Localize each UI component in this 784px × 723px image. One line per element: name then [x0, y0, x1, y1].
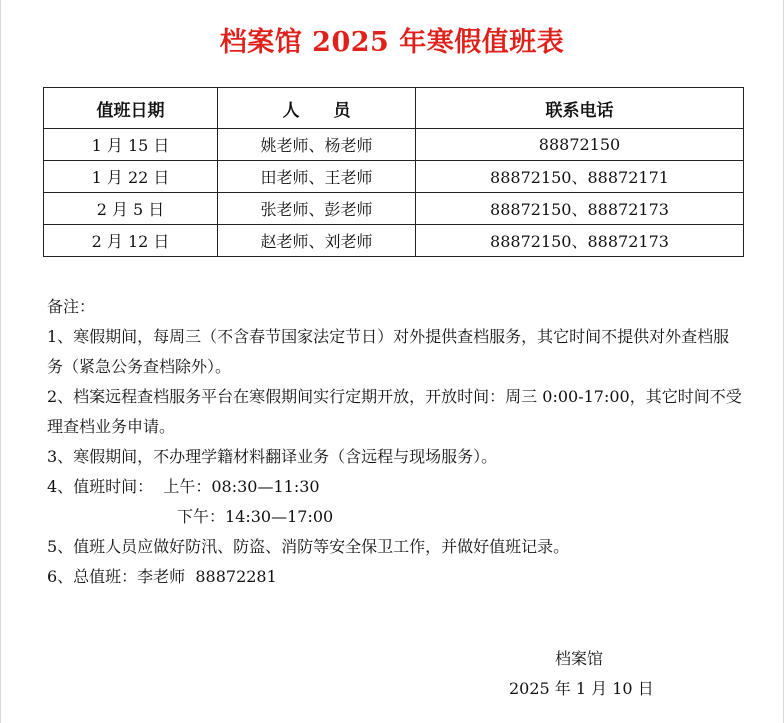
- note-item-6: 6、总值班：李老师 88872281: [47, 567, 277, 586]
- cell-staff: 田老师、王老师: [218, 161, 416, 193]
- table-row: [44, 225, 744, 257]
- header-date: 值班日期: [44, 88, 218, 129]
- cell-staff: 赵老师、刘老师: [218, 225, 416, 257]
- notes-section: [47, 292, 742, 592]
- signature-org: 档案馆: [555, 649, 604, 668]
- header-phone: 联系电话: [416, 88, 744, 129]
- table-row: [44, 161, 744, 193]
- note-item-5: 5、值班人员应做好防汛、防盗、消防等安全保卫工作，并做好值班记录。: [47, 537, 570, 556]
- note-item-2: 2、档案远程查档服务平台在寒假期间实行定期开放，开放时间：周三 0:00-17:00，其它时间不受理查档业务申请。: [47, 387, 742, 436]
- header-staff: 人 员: [218, 88, 416, 129]
- duty-schedule-table: [43, 87, 744, 257]
- cell-staff: 姚老师、杨老师: [218, 129, 416, 161]
- table-row: [44, 193, 744, 225]
- table-header-row: [44, 88, 744, 129]
- cell-date: 2 月 5 日: [44, 193, 218, 225]
- cell-date: 2 月 12 日: [44, 225, 218, 257]
- signature-date: 2025 年 1 月 10 日: [509, 679, 654, 698]
- cell-staff: 张老师、彭老师: [218, 193, 416, 225]
- cell-phone: 88872150: [416, 129, 744, 161]
- note-item-3: 3、寒假期间，不办理学籍材料翻译业务（含远程与现场服务）。: [47, 447, 498, 466]
- cell-phone: 88872150、88872171: [416, 161, 744, 193]
- note-item-4-afternoon: 下午：14:30—17:00: [177, 507, 334, 526]
- note-item-4-morning: 4、值班时间： 上午：08:30—11:30: [47, 477, 320, 496]
- table-row: [44, 129, 744, 161]
- notes-heading: 备注：: [47, 297, 96, 316]
- page-border-left: [0, 0, 1, 723]
- note-item-1: 1、寒假期间，每周三（不含春节国家法定节日）对外提供查档服务，其它时间不提供对外查档服务（紧急公务查档除外）。: [47, 327, 730, 376]
- cell-phone: 88872150、88872173: [416, 193, 744, 225]
- cell-date: 1 月 22 日: [44, 161, 218, 193]
- page-title: 档案馆 2025 年寒假值班表: [219, 27, 565, 58]
- cell-phone: 88872150、88872173: [416, 225, 744, 257]
- cell-date: 1 月 15 日: [44, 129, 218, 161]
